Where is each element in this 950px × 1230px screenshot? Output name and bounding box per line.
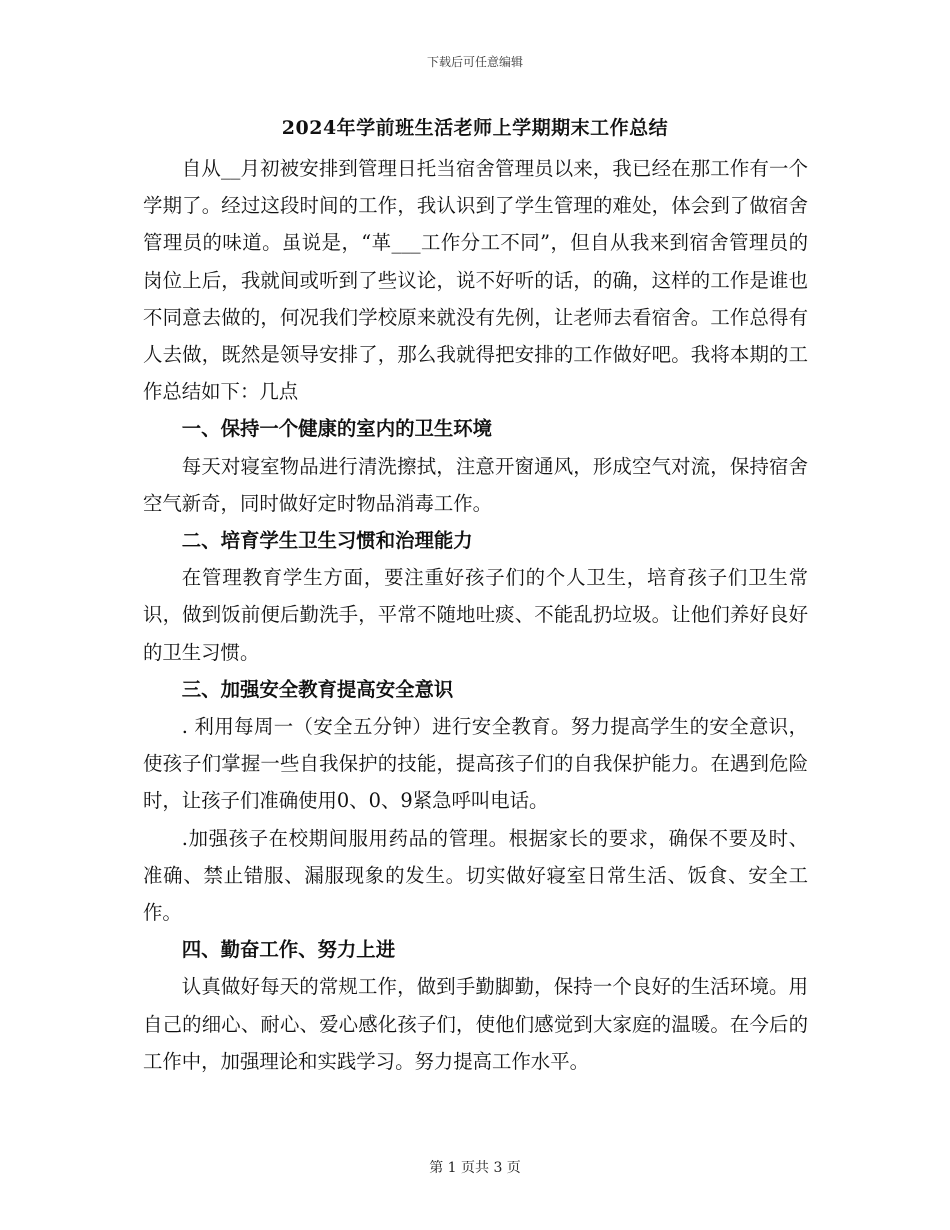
section-paragraph: .加强孩子在校期间服用药品的管理。根据家长的要求，确保不要及时、准确、禁止错服、漏服现象的发生。切实做好寝室日常生活、饭食、安全工作。 bbox=[143, 826, 808, 925]
document-body bbox=[143, 150, 808, 1080]
section-heading: 一、保持一个健康的室内的卫生环境 bbox=[181, 417, 493, 441]
header-note: 下载后可任意编辑 bbox=[426, 55, 523, 69]
section-heading: 二、培育学生卫生习惯和治理能力 bbox=[181, 529, 473, 553]
document-title: 2024年学前班生活老师上学期期末工作总结 bbox=[281, 117, 669, 139]
page-indicator: 第 1 页共 3 页 bbox=[429, 1160, 521, 1176]
section-paragraph: 认真做好每天的常规工作，做到手勤脚勤，保持一个良好的生活环境。用自己的细心、耐心、爱心感化孩子们，使他们感觉到大家庭的温暖。在今后的工作中，加强理论和实践学习。努力提高工作水平。 bbox=[143, 975, 808, 1073]
section-heading: 四、勤奋工作、努力上进 bbox=[181, 938, 396, 962]
section-paragraph: 在管理教育学生方面，要注重好孩子们的个人卫生，培育孩子们卫生常识，做到饭前便后勤洗手，平常不随地吐痰、不能乱扔垃圾。让他们养好良好的卫生习惯。 bbox=[143, 566, 808, 664]
section-paragraph: . 利用每周一（安全五分钟）进行安全教育。努力提高学生的安全意识，使孩子们掌握一些自我保护的技能，提高孩子们的自我保护能力。在遇到危险时，让孩子们准确使用0、0、9紧急呼叫电话。 bbox=[143, 715, 808, 813]
section-paragraph: 每天对寝室物品进行清洗擦拭，注意开窗通风，形成空气对流，保持宿舍空气新奇，同时做好定时物品消毒工作。 bbox=[143, 454, 808, 515]
intro-paragraph: 自从__月初被安排到管理日托当宿舍管理员以来，我已经在那工作有一个学期了。经过这段时间的工作，我认识到了学生管理的难处，体会到了做宿舍管理员的味道。虽说是，“革___工作分工不同”，但自从我来到宿舍管理员的岗位上后，我就间或听到了些议论，说不好听的话，的确，这样的工作是谁也不同意去做的，何况我们学校原来就没有先例，让老师去看宿舍。工作总得有人去做，既然是领导安排了，那么我就得把安排的工作做好吧。我将本期的工作总结如下：几点 bbox=[143, 157, 808, 404]
section-heading: 三、加强安全教育提高安全意识 bbox=[181, 677, 454, 701]
